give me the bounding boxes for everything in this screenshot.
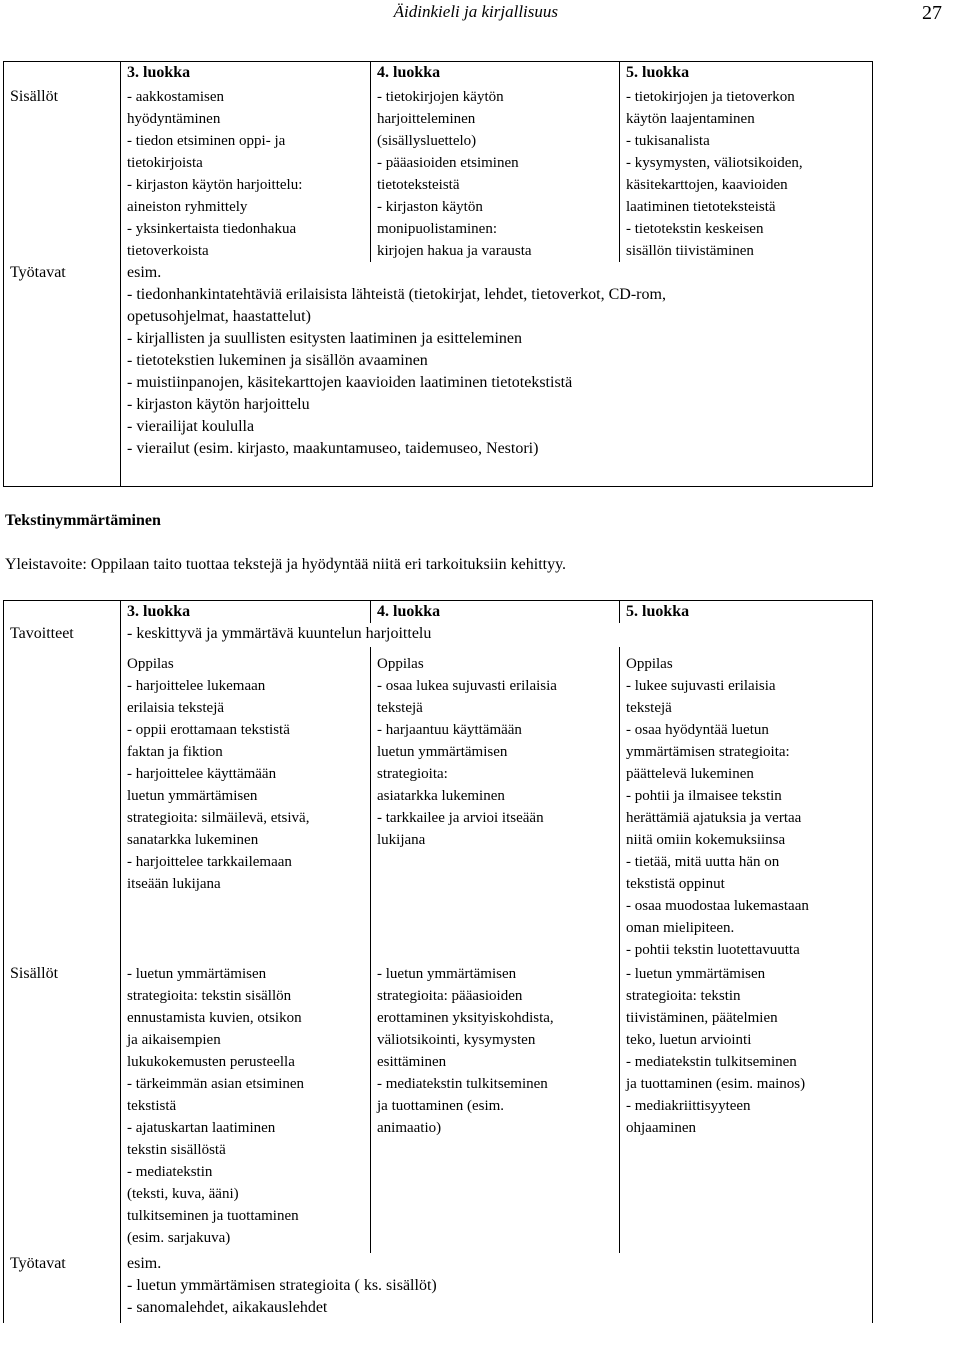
sisallot-cell-grade4: - tietokirjojen käytön harjoitteleminen (sisällysluettelo) - pääasioiden etsiminen tietoteksteistä - kirjaston käytön monipuolistaminen: kirjojen hakua ja varausta: [371, 86, 620, 262]
grade-header-3: 3. luokka: [121, 62, 371, 86]
grade-header-4: 4. luokka: [371, 62, 620, 86]
grade-header-5: 5. luokka: [620, 601, 873, 624]
grade-header-3: 3. luokka: [121, 601, 371, 624]
grade-header-5: 5. luokka: [620, 62, 873, 86]
page-header-title: Äidinkieli ja kirjallisuus: [393, 2, 558, 21]
tekstinymmartaminen-table: [3, 600, 873, 1323]
sisallot-cell-grade4: - luetun ymmärtämisen strategioita: pääasioiden erottaminen yksityiskohdista, väliotsikointi, kysymysten esittäminen - mediatekstin tulkitseminen ja tuottaminen (esim. animaatio): [371, 963, 620, 1253]
tyotavat-cell: esim. - luetun ymmärtämisen strategioita ( ks. sisällöt) - sanomalehdet, aikakauslehdet: [121, 1253, 873, 1323]
grade-header-4: 4. luokka: [371, 601, 620, 624]
sisallot-cell-grade3: - luetun ymmärtämisen strategioita: tekstin sisällön ennustamista kuvien, otsikon ja aikaisempien lukukokemusten perusteella - tärkeimmän asian etsiminen tekstistä - ajatuskartan laatiminen tekstin sisällöstä - mediatekstin (teksti, kuva, ääni) tulkitseminen ja tuottaminen (esim. sarjakuva): [121, 963, 371, 1253]
row-label-sisallot: Sisällöt: [4, 963, 121, 1253]
tavoitteet-cell-grade3: Oppilas - harjoittelee lukemaan erilaisia tekstejä - oppii erottamaan tekstistä faktan ja fiktion - harjoittelee käyttämään luetun ymmärtämisen strategioita: silmäilevä, etsivä, sanatarkka lukeminen - harjoittelee tarkkailemaan itseään lukijana: [121, 647, 371, 963]
tavoitteet-cell-grade5: Oppilas - lukee sujuvasti erilaisia tekstejä - osaa hyödyntää luetun ymmärtämisen strategioita: päättelevä lukeminen - pohtii ja ilmaisee tekstin herättämiä ajatuksia ja vertaa niitä omiin kokemuksiinsa - tietää, mitä uutta hän on tekstistä oppinut - osaa muodostaa lukemastaan oman mielipiteen. - pohtii tekstin luotettavuutta: [620, 647, 873, 963]
general-goal: Yleistavoite: Oppilaan taito tuottaa tekstejä ja hyödyntää niitä eri tarkoituksiin kehittyy.: [5, 556, 567, 573]
tiedonhankinta-table: [3, 61, 873, 487]
sisallot-cell-grade3: - aakkostamisen hyödyntäminen - tiedon etsiminen oppi- ja tietokirjoista - kirjaston käytön harjoittelu: aineiston ryhmittely - yksinkertaista tiedonhakua tietoverkoista: [121, 86, 371, 262]
row-label-tyotavat: Työtavat: [4, 262, 121, 487]
row-label-sisallot: Sisällöt: [4, 86, 121, 262]
sisallot-cell-grade5: - tietokirjojen ja tietoverkon käytön laajentaminen - tukisanalista - kysymysten, väliotsikoiden, käsitekarttojen, kaavioiden laatiminen tietoteksteistä - tietotekstin keskeisen sisällön tiivistäminen: [620, 86, 873, 262]
sisallot-cell-grade5: - luetun ymmärtämisen strategioita: tekstin tiivistäminen, päätelmien teko, luetun arviointi - mediatekstin tulkitseminen ja tuottaminen (esim. mainos) - mediakriittisyyteen ohjaaminen: [620, 963, 873, 1253]
row-label-tyotavat: Työtavat: [4, 1253, 121, 1323]
tavoitteet-shared: - keskittyvä ja ymmärtävä kuuntelun harjoittelu: [121, 623, 873, 647]
row-label-tavoitteet: Tavoitteet: [4, 623, 121, 963]
tavoitteet-cell-grade4: Oppilas - osaa lukea sujuvasti erilaisia tekstejä - harjaantuu käyttämään luetun ymmärtämisen strategioita: asiatarkka lukeminen - tarkkailee ja arvioi itseään lukijana: [371, 647, 620, 963]
section-heading: Tekstinymmärtäminen: [5, 512, 161, 529]
page-number: 27: [922, 2, 942, 24]
tyotavat-cell: esim. - tiedonhankintatehtäviä erilaisista lähteistä (tietokirjat, lehdet, tietoverkot, CD-rom, opetusohjelmat, haastattelut) - kirjallisten ja suullisten esitysten laatiminen ja esitteleminen - tietotekstien lukeminen ja sisällön avaaminen - muistiinpanojen, käsitekarttojen kaavioiden laatiminen tietotekstistä - kirjaston käytön harjoittelu - vierailijat koululla - vierailut (esim. kirjasto, maakuntamuseo, taidemuseo, Nestori): [121, 262, 873, 487]
